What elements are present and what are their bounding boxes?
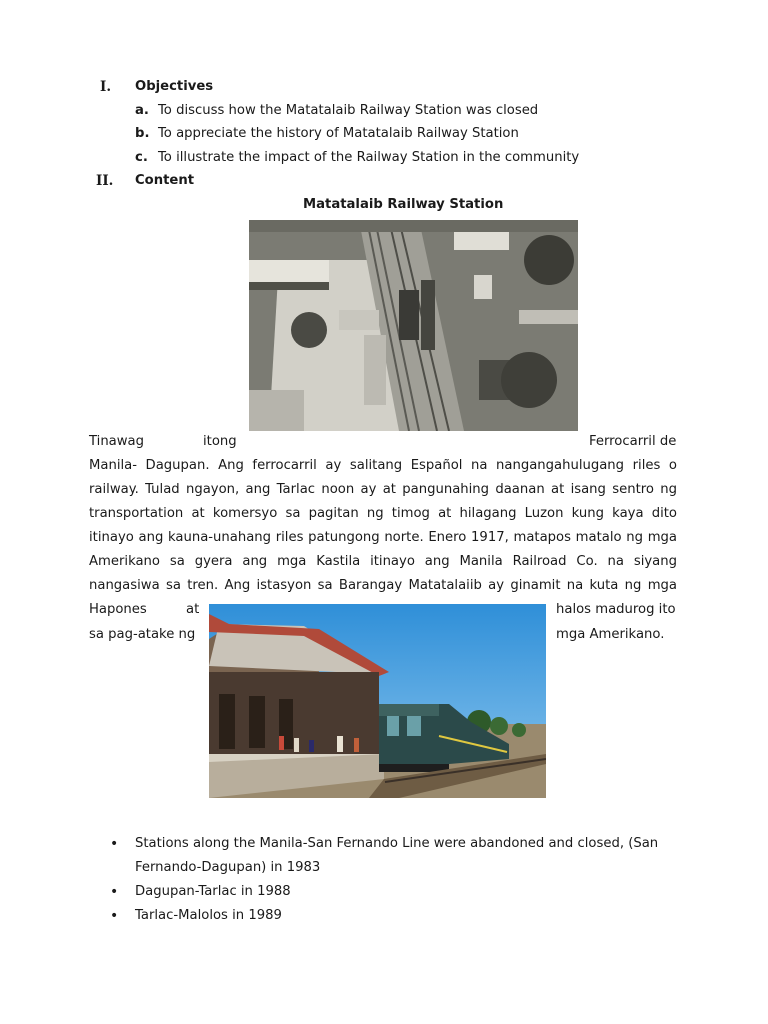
paragraph-line-1-word-b: itong (203, 434, 237, 449)
paragraph-line-4: transportation at komersyo sa pagitan ng timog at hilagang Luzon kung kaya dito (89, 506, 677, 521)
objective-item-c: To illustrate the impact of the Railway Station in the community (158, 150, 580, 165)
content-heading: Content (135, 173, 195, 188)
objective-item-b: To appreciate the history of Matatalaib Railway Station (158, 126, 519, 141)
paragraph-line-6: Amerikano sa gyera ang mga Kastila itinayo ang Manila Railroad Co. na siyang (89, 554, 677, 569)
section-numeral-1: I. (100, 79, 112, 95)
list-item: • Tarlac-Malolos in 1989 (110, 904, 690, 928)
paragraph-line-2: Manila- Dagupan. Ang ferrocarril ay salitang Español na nangangahulugang riles o (89, 458, 677, 473)
paragraph-line-1 (89, 434, 677, 454)
objective-item-a: To discuss how the Matatalaib Railway Station was closed (158, 103, 539, 118)
objective-letter-b: b. (135, 126, 150, 141)
section-numeral-2: II. (96, 173, 114, 189)
paragraph-line-7: nangasiwa sa tren. Ang istasyon sa Barangay Matatalaiib ay ginamit na kuta ng mga (89, 578, 677, 593)
list-item: • Dagupan-Tarlac in 1988 (110, 880, 690, 904)
wrap-left-1a: Hapones (89, 602, 147, 617)
figure-title: Matatalaib Railway Station (303, 197, 504, 212)
paragraph-line-1-word-c: Ferrocarril de (589, 434, 677, 449)
objectives-heading: Objectives (135, 79, 214, 94)
objective-letter-c: c. (135, 150, 148, 165)
wrap-right-2: mga Amerikano. (556, 627, 665, 642)
wrap-right-1: halos madurog ito (556, 602, 676, 617)
aerial-station-photo (249, 220, 578, 431)
paragraph-line-3: railway. Tulad ngayon, ang Tarlac noon ay at pangunahing daanan at isang sentro ng (89, 482, 677, 497)
closure-timeline-list (110, 832, 690, 928)
paragraph-line-5: itinayo ang kauna-unahang riles patungong norte. Enero 1917, matapos matalo ng mga (89, 530, 677, 545)
objective-letter-a: a. (135, 103, 149, 118)
train-station-photo (209, 604, 546, 798)
paragraph-line-1-word-a: Tinawag (89, 434, 144, 449)
wrap-left-1b: at (186, 602, 200, 617)
list-item: • Stations along the Manila-San Fernando Line were abandoned and closed, (San Fernando-Dagupan) in 1983 (110, 832, 690, 880)
wrap-left-2: sa pag-atake ng (89, 627, 196, 642)
